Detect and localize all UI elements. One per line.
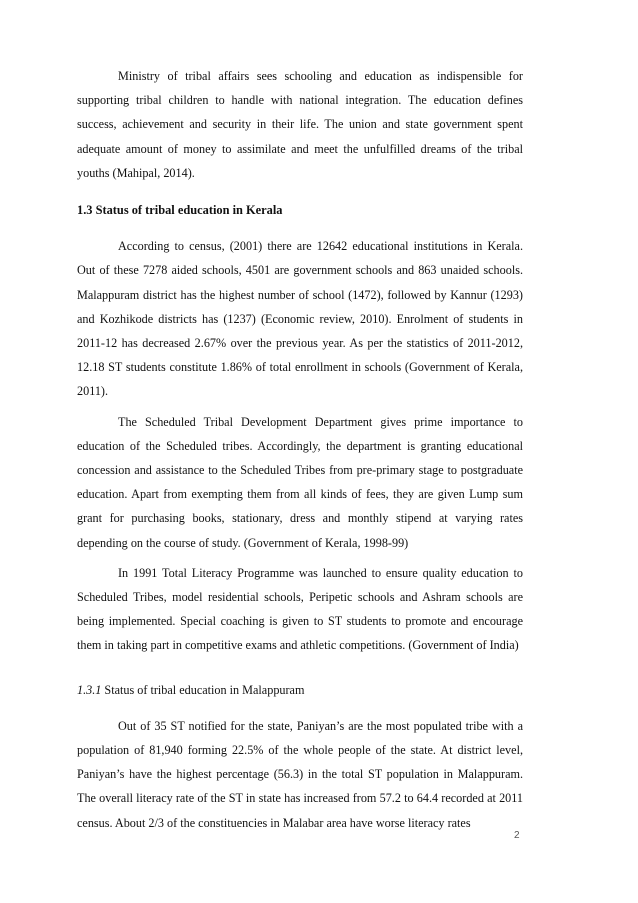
- paragraph-development-department: The Scheduled Tribal Development Department gives prime importance to education of the Scheduled tribes. Accordingly, the department is granting educational concession and assistance to the Scheduled Tribes from pre-primary stage to postgraduate education. Apart from exempting them from all kinds of fees, they are given Lump sum grant for purchasing books, stationary, dress and monthly stipend at varying rates depending on the course of study. (Government of Kerala, 1998-99): [77, 414, 523, 550]
- subsection-title: Status of tribal education in Malappuram: [104, 682, 305, 697]
- section-heading: 1.3 Status of tribal education in Kerala: [77, 203, 283, 218]
- paragraph-literacy-programme: In 1991 Total Literacy Programme was launched to ensure quality education to Scheduled Tribes, model residential schools, Peripetic schools and Ashram schools are being implemented. Special coaching is given to ST students to promote and encourage them in taking part in competitive exams and athletic competitions. (Government of India): [77, 565, 523, 653]
- paragraph-census: According to census, (2001) there are 12642 educational institutions in Kerala. Out of these 7278 aided schools, 4501 are government schools and 863 unaided schools. Malappuram district has the highest number of school (1472), followed by Kannur (1293) and Kozhikode districts has (1237) (Economic review, 2010). Enrolment of students in 2011-12 has decreased 2.67% over the previous year. As per the statistics of 2011-2012, 12.18 ST students constitute 1.86% of total enrollment in schools (Government of Kerala, 2011).: [77, 239, 523, 399]
- subsection-number: 1.3.1: [77, 682, 102, 697]
- paragraph-malappuram: Out of 35 ST notified for the state, Paniyan’s are the most populated tribe with a population of 81,940 forming 22.5% of the whole people of the state. At district level, Paniyan’s have the highest percentage (56.3) in the total ST population in Malappuram. The overall literacy rate of the ST in state has increased from 57.2 to 64.4 recorded at 2011 census. About 2/3 of the constituencies in Malabar area have worse literacy rates: [77, 718, 523, 830]
- paragraph-ministry-tribal-affairs: Ministry of tribal affairs sees schooling and education as indispensible for supporting tribal children to handle with national integration. The education defines success, achievement and security in their life. The union and state government spent adequate amount of money to assimilate and meet the unfulfilled dreams of the tribal youths (Mahipal, 2014).: [77, 69, 523, 180]
- subsection-heading: [77, 678, 523, 702]
- page-number: 2: [514, 830, 520, 841]
